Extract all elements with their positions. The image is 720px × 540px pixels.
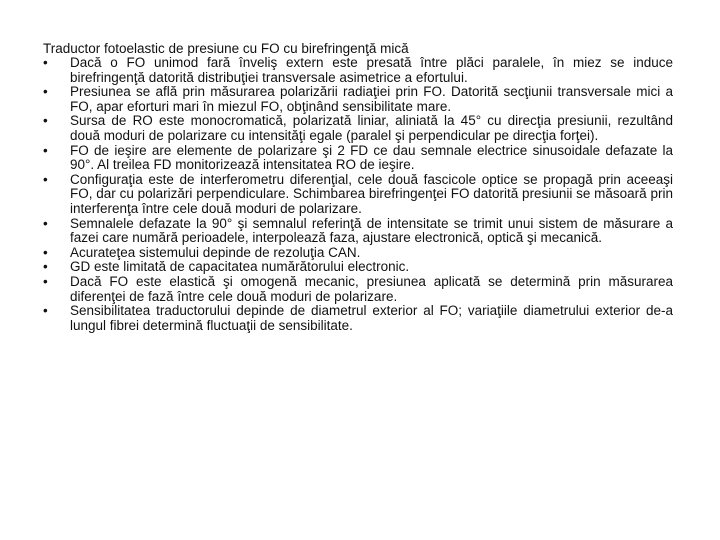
bullet-text: GD este limitată de capacitatea numărătorului electronic.: [70, 259, 410, 275]
list-item: [43, 114, 673, 143]
list-item: [43, 246, 673, 261]
bullet-text: Semnalele defazate la 90° şi semnalul referinţă de intensitate se trimit unui sistem de măsurare a fazei care numără perioadele, interpolează faza, ajustare electronică, optică şi mecanică.: [70, 215, 673, 246]
list-item: [43, 260, 673, 275]
list-item: [43, 144, 673, 173]
bullet-text: FO de ieşire are elemente de polarizare şi 2 FD ce dau semnale electrice sinusoidale defazate la 90°. Al treilea FD monitorizează intensitatea RO de ieşire.: [70, 142, 673, 173]
bullet-icon: •: [43, 215, 48, 231]
bullet-list: [43, 56, 673, 333]
slide-title: Traductor fotoelastic de presiune cu FO cu birefringenţă mică: [43, 41, 409, 56]
slide-content: [43, 41, 673, 333]
bullet-icon: •: [43, 142, 48, 158]
bullet-icon: •: [43, 273, 48, 289]
bullet-icon: •: [43, 55, 48, 70]
list-item: [43, 304, 673, 333]
bullet-icon: •: [43, 84, 48, 100]
bullet-icon: •: [43, 171, 48, 187]
list-item: [43, 275, 673, 304]
bullet-text: Dacă FO este elastică şi omogenă mecanic, presiunea aplicată se determină prin măsurarea diferenţei de fază între cele două moduri de polarizare.: [70, 273, 673, 304]
bullet-text: Configuraţia este de interferometru diferenţial, cele două fascicole optice se propagă prin aceeaşi FO, dar cu polarizări perpendiculare. Schimbarea birefringenţei FO datorită presiunii se măsoară prin interferenţa între cele două moduri de polarizare.: [70, 171, 673, 216]
bullet-text: Sursa de RO este monocromatică, polarizată liniar, aliniată la 45° cu direcţia presiunii, rezultând două moduri de polarizare cu intensităţi egale (paralel şi perpendicular pe direcţia forţei).: [70, 113, 673, 143]
bullet-icon: •: [43, 259, 48, 275]
list-item: [43, 217, 673, 246]
bullet-text: Acurateţea sistemului depinde de rezoluţia CAN.: [70, 244, 361, 260]
list-item: [43, 56, 673, 85]
bullet-text: Presiunea se află prin măsurarea polarizării radiaţiei prin FO. Datorită secţiunii transversale mici a FO, apar eforturi mari în miezul FO, obţinând sensibilitate mare.: [70, 84, 673, 114]
list-item: [43, 85, 673, 114]
bullet-text: Sensibilitatea traductorului depinde de diametrul exterior al FO; variaţiile diametrului exterior de-a lungul fibrei determină fluctuaţii de sensibilitate.: [70, 303, 673, 333]
bullet-icon: •: [43, 303, 48, 319]
bullet-text: Dacă o FO unimod fară înveliş extern este presată între plăci paralele, în miez se induce birefringenţă datorită distribuţiei transversale asimetrice a efortului.: [70, 55, 673, 85]
bullet-icon: •: [43, 113, 48, 129]
bullet-icon: •: [43, 244, 48, 260]
list-item: [43, 173, 673, 217]
